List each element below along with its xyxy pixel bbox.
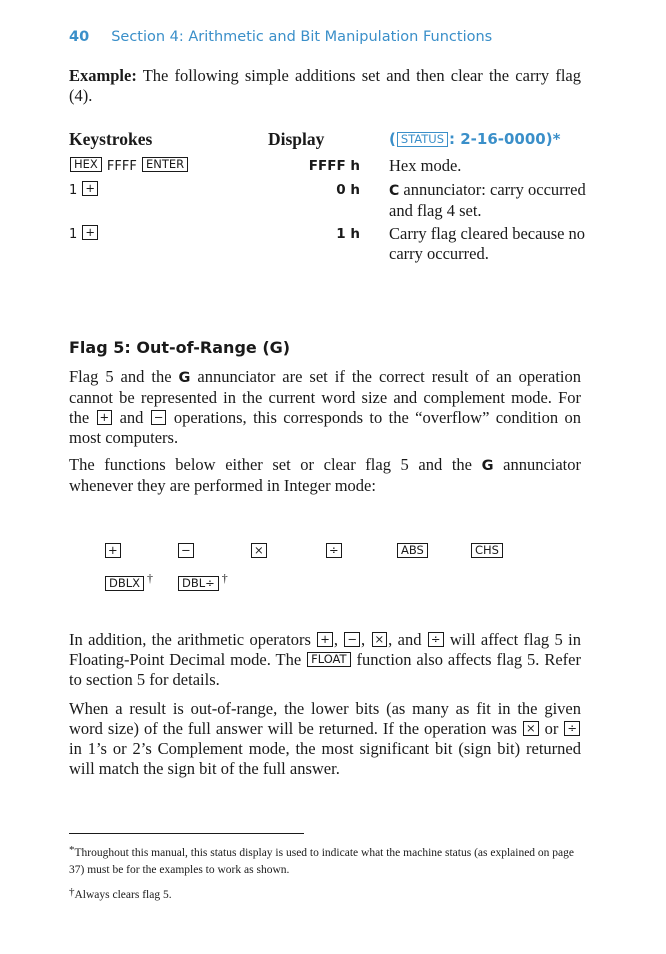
text-run: annunciator are set if the correct result of an operation cannot be represented in the current word size and complement mode. For the (69, 367, 581, 427)
table-row-2-comment (389, 180, 589, 221)
footnote-text: Always clears flag 5. (74, 889, 172, 901)
footnote-dagger (69, 884, 584, 904)
keystroke-text: 1 (69, 183, 82, 198)
g-annunciator: G (178, 370, 191, 386)
col-keystrokes-heading: Keystrokes (69, 129, 153, 149)
table-row-3-display: 1 h (336, 226, 360, 242)
minus-key: − (344, 632, 360, 647)
plus-key: + (82, 181, 98, 196)
keystroke-text: FFFF (102, 159, 141, 174)
dbl-divide-key: DBL÷ (178, 576, 219, 591)
function-key-dblx (104, 571, 153, 591)
table-row-2-display: 0 h (336, 182, 360, 198)
text-run: Flag 5 and the (69, 367, 179, 386)
times-key: × (251, 543, 267, 558)
times-key: × (372, 632, 388, 647)
plus-key: + (105, 543, 121, 558)
times-key: × (523, 721, 539, 736)
text-run: and (113, 408, 150, 427)
function-key-abs (396, 543, 429, 558)
function-key-times (250, 543, 268, 558)
enter-key: ENTER (142, 157, 188, 172)
example-lead: Example: (69, 66, 137, 85)
table-row-1-display: FFFF h (308, 158, 360, 174)
floating-point-paragraph (69, 630, 581, 690)
text-run: When a result is out-of-range, the lower bits (as many as fit in the given word size) of the full answer will be returned. If the operation was (69, 699, 581, 738)
comment-text: Hex mode. (389, 156, 462, 175)
text-run: function also affects flag 5. Refer to section 5 for details. (69, 650, 581, 689)
text-run: or (539, 719, 564, 738)
status-key: STATUS (397, 132, 448, 147)
flag5-heading: Flag 5: Out-of-Range (G) (69, 338, 291, 357)
page-number: 40 (69, 29, 90, 45)
asterisk-mark: * (69, 844, 75, 856)
function-key-plus (104, 543, 122, 558)
c-annunciator: C (389, 183, 400, 199)
footnote-divider (69, 833, 304, 834)
table-row-3-comment (389, 224, 589, 264)
function-key-dbldiv (177, 571, 228, 591)
g-annunciator: G (481, 458, 494, 474)
divide-key: ÷ (326, 543, 342, 558)
minus-key: − (178, 543, 194, 558)
out-of-range-paragraph (69, 699, 581, 779)
table-row-1-keystrokes (69, 157, 189, 174)
function-key-minus (177, 543, 195, 558)
abs-key: ABS (397, 543, 428, 558)
plus-key: + (82, 225, 98, 240)
running-header (69, 29, 492, 45)
footnote-status (69, 842, 584, 879)
dagger-mark: † (147, 571, 154, 585)
float-key: FLOAT (307, 652, 350, 667)
text-run: In addition, the arithmetic operators (69, 630, 317, 649)
plus-key: + (317, 632, 333, 647)
text-run: will affect flag 5 in Floating-Point Decimal mode. The (69, 630, 582, 669)
col-display-heading: Display (268, 129, 325, 149)
chs-key: CHS (471, 543, 503, 558)
status-value: : 2-16-0000)* (449, 130, 561, 148)
divide-key: ÷ (428, 632, 444, 647)
text-run: , (361, 630, 371, 649)
divide-key: ÷ (564, 721, 580, 736)
section-title: Section 4: Arithmetic and Bit Manipulation Functions (111, 29, 493, 45)
function-key-divide (325, 543, 343, 558)
dagger-mark: † (69, 886, 75, 898)
status-heading (389, 130, 560, 148)
table-row-3-keystrokes (69, 225, 99, 242)
dagger-mark: † (221, 571, 228, 585)
text-run: , and (388, 630, 427, 649)
flag5-paragraph-2 (69, 455, 581, 496)
flag5-paragraph-1 (69, 367, 581, 448)
keystroke-text: 1 (69, 227, 82, 242)
example-text: The following simple additions set and then clear the carry flag (4). (69, 66, 581, 105)
comment-text: annunciator: carry occurred and flag 4 set. (389, 180, 586, 220)
minus-key: − (151, 410, 167, 425)
text-run: in 1’s or 2’s Complement mode, the most significant bit (sign bit) returned will match the sign bit of the full answer. (69, 739, 581, 778)
text-run: The functions below either set or clear flag 5 and the (69, 455, 482, 474)
status-open-paren: ( (389, 130, 396, 148)
example-paragraph (69, 66, 581, 106)
plus-key: + (97, 410, 113, 425)
comment-text: Carry flag cleared because no carry occurred. (389, 224, 586, 263)
table-row-1-comment (389, 156, 589, 176)
function-key-chs (470, 543, 504, 558)
text-run: annunciator whenever they are performed in Integer mode: (69, 455, 582, 495)
text-run: operations, this corresponds to the “overflow” condition on most computers. (69, 408, 581, 447)
hex-key: HEX (70, 157, 102, 172)
text-run: , (333, 630, 344, 649)
dblx-key: DBLX (105, 576, 144, 591)
footnote-text: Throughout this manual, this status display is used to indicate what the machine status (as explained on page 37) must be for the examples to work as shown. (69, 847, 575, 876)
table-row-2-keystrokes (69, 181, 99, 198)
